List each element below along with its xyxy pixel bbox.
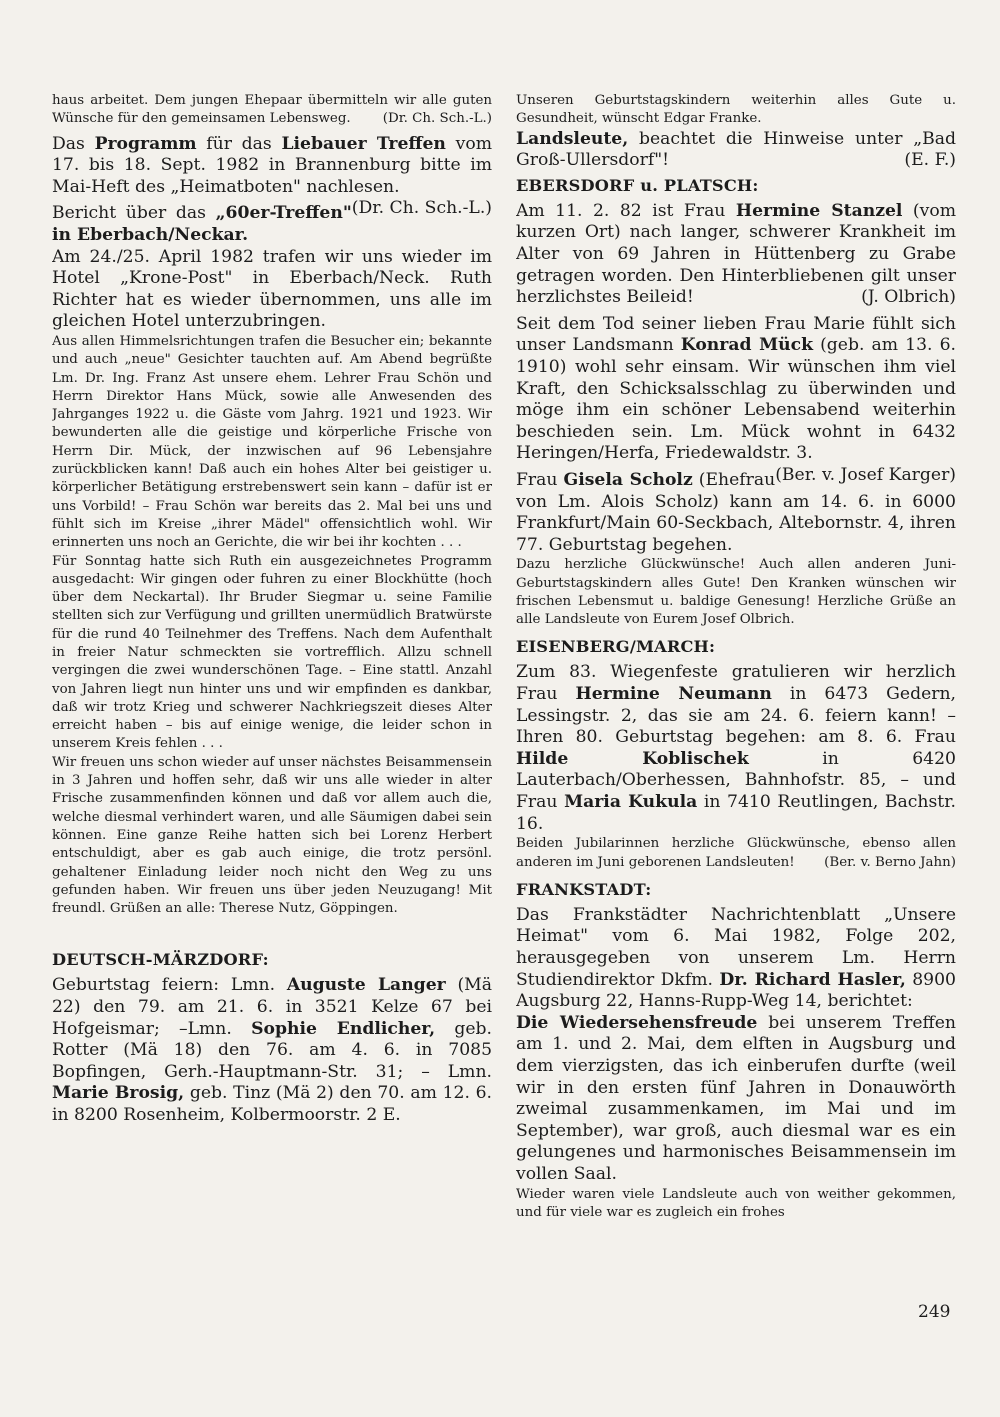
right-paragraph-3 [516, 201, 956, 309]
left-p8-b2: Sophie Endlicher, [251, 1018, 436, 1039]
right-paragraph-7 [516, 662, 956, 835]
left-p2-b2: Liebauer Treffen [281, 133, 446, 154]
left-p8-t4: geb. Tinz (Mä 2) den 70. am 12. 6. in 8200 Rosenheim, Kolbermoorstr. 2 E. [52, 1083, 492, 1125]
right-p4-t1: Seit dem Tod seiner lieben Frau Marie fühlt sich unser Landsmann [516, 313, 956, 356]
right-p10-b1: Die Wiedersehensfreude [516, 1012, 758, 1033]
heading-eisenberg-march: EISENBERG/MARCH: [516, 637, 716, 657]
left-p2-b1: Programm [94, 133, 197, 154]
right-paragraph-6: Dazu herzliche Glückwünsche! Auch allen anderen Juni-Geburtstagskindern alles Gute! Den Kranken wünschen wir frischen Lebensmut u. baldige Genesung! Herzliche Grüße an alle Landsleute von Eurem Josef Olbrich. [516, 557, 956, 628]
right-p3-b1: Hermine Stanzel [735, 200, 903, 221]
right-p7-t3: in 6420 Lauterbach/Oberhessen, Bahnhofstr. 85, – und Frau [516, 748, 956, 813]
right-column [516, 92, 956, 1222]
right-paragraph-2 [516, 129, 956, 172]
left-p3-t1: Bericht über das [52, 203, 216, 224]
right-p2-t1: beachtet die Hinweise unter „Bad Groß-Ullersdorf"! [516, 128, 956, 171]
right-p7-t4: in 7410 Reutlingen, Bachstr. 16. [516, 792, 956, 834]
heading-frankstadt: FRANKSTADT: [516, 879, 652, 899]
right-p2-signature: (E. F.) [904, 150, 956, 171]
right-paragraph-8 [516, 835, 956, 872]
heading-deutsch-maerzdorf: DEUTSCH-MÄRZDORF: [52, 950, 269, 970]
left-p8-b1: Auguste Langer [286, 975, 446, 996]
left-paragraph-1 [52, 92, 492, 129]
left-p8-b3: Marie Brosig, [52, 1083, 185, 1104]
left-p8-t3: geb. Rotter (Mä 18) den 76. am 4. 6. in 7085 Bopfingen, Gerh.-Hauptmann-Str. 31; – Lmn. [52, 1018, 492, 1082]
right-paragraph-1: Unseren Geburtstagskindern weiterhin alles Gute u. Gesundheit, wünscht Edgar Franke. [516, 93, 956, 127]
left-p2-signature: (Dr. Ch. Sch.-L.) [351, 198, 492, 219]
right-p7-b2: Hilde Koblischek [516, 748, 749, 769]
left-column [52, 92, 492, 1127]
right-p5-t2: (Ehefrau von Lm. Alois Scholz) kann am 14. 6. in 6000 Frankfurt/Main 60-Seckbach, Altebornstr. 4, ihren 77. Geburtstag begehen. [516, 469, 956, 555]
page-number: 249 [918, 1302, 951, 1322]
right-p9-t2: 8900 Augsburg 22, Hanns-Rupp-Weg 14, berichtet: [516, 969, 956, 1012]
left-p1-text: haus arbeitet. Dem jungen Ehepaar übermitteln wir alle guten Wünsche für den gemeinsamen Lebensweg. [52, 93, 492, 127]
right-p9-t1: Das Frankstädter Nachrichtenblatt „Unsere Heimat" vom 6. Mai 1982, Folge 202, herausgegeben von unserem Lm. Herrn Studiendirektor Dkfm. [516, 904, 956, 990]
right-p5-t1: Frau [516, 469, 564, 490]
heading-ebersdorf-platsch: EBERSDORF u. PLATSCH: [516, 175, 759, 195]
right-p10-t1: bei unserem Treffen am 1. und 2. Mai, dem elften in Augsburg und dem vierzigsten, das ich einberufen durfte (weil wir in den ersten fünf Jahren in Donauwörth zweimal zusammenkamen, im Mai und im September), war groß, auch diesmal war es ein gelungenes und harmonisches Beisammensein im vollen Saal. [516, 1012, 956, 1184]
right-p8-signature: (Ber. v. Berno Jahn) [824, 854, 956, 870]
left-p2-t1: Das [52, 133, 95, 154]
left-paragraph-7: Wir freuen uns schon wieder auf unser nächstes Beisammensein in 3 Jahren und hoffen sehr, daß wir uns alle wieder in alter Frische zusammenfinden können und daß vor allem auch die, welche diesmal verhindert waren, und alle Säumigen dabei sein können. Eine ganze Reihe hatten sich bei Lorenz Herbert entschuldigt, aber es gab auch einige, die trotz persönl. gehaltener Einladung leider noch nicht den Weg zu uns gefunden haben. Wir freuen uns über jeden Neuzugang! Mit freundl. Grüßen an alle: Therese Nutz, Göppingen. [52, 754, 492, 917]
right-p7-t2: in 6473 Gedern, Lessingstr. 2, das sie am 24. 6. feiern kann! – Ihren 80. Geburtstag begehen: am 8. 6. Frau [516, 684, 956, 748]
left-p8-t2: (Mä 22) den 79. am 21. 6. in 3521 Kelze 67 bei Hofgeismar; –Lmn. [52, 975, 492, 1039]
left-p3-b1: „60er-Treffen" in Eberbach/Neckar. [52, 203, 352, 245]
right-p7-t1: Zum 83. Wiegenfeste gratulieren wir herzlich Frau [516, 662, 956, 705]
right-p4-t2: (geb. am 13. 6. 1910) wohl sehr einsam. Wir wünschen ihm viel Kraft, den Schicksalsschlag zu überwinden und möge ihm ein schöner Lebensabend weiterhin beschieden sein. Lm. Mück wohnt in 6432 Heringen/Herfa, Friedewaldstr. 3. [516, 335, 956, 464]
left-p1-signature: (Dr. Ch. Sch.-L.) [382, 111, 492, 127]
right-p2-b1: Landsleute, [516, 128, 629, 149]
right-p7-b1: Hermine Neumann [575, 684, 772, 705]
right-paragraph-10 [516, 1013, 956, 1186]
left-paragraph-4: Am 24./25. April 1982 trafen wir uns wieder im Hotel „Krone-Post" in Eberbach/Neck. Ruth Richter hat es wieder übernommen, uns alle im gleichen Hotel unterzubringen. [52, 246, 492, 332]
right-p3-t1: Am 11. 2. 82 ist Frau [516, 200, 736, 221]
section-spacer [52, 918, 492, 942]
left-paragraph-5: Aus allen Himmelsrichtungen trafen die Besucher ein; bekannte und auch „neue" Gesichter tauchten auf. Am Abend begrüßte Lm. Dr. Ing. Franz Ast unsere ehem. Lehrer Frau Schön und Herrn Direktor Hans Mück, sowie alle Anwesenden des Jahrganges 1922 u. die Gäste vom Jahrg. 1921 und 1923. Wir bewunderten alle die geistige und körperliche Frische von Herrn Dir. Mück, der inzwischen auf 96 Lebensjahre zurückblicken kann! Daß auch ein hohes Alter bei geistiger u. körperlicher Betätigung erstrebenswert sein kann – dafür ist er uns Vorbild! – Frau Schön war bereits das 2. Mal bei uns und fühlt sich im Kreise „ihrer Mädel" offensichtlich wohl. Wir erinnerten uns noch an Gerichte, die wir bei ihr kochten . . . [52, 333, 492, 551]
right-p4-b1: Konrad Mück [680, 335, 814, 356]
right-paragraph-11: Wieder waren viele Landsleute auch von weither gekommen, und für viele war es zugleich ein frohes [516, 1186, 956, 1220]
left-p2-t3: vom 17. bis 18. Sept. 1982 in Brannenburg bitte im Mai-Heft des „Heimatboten" nachlesen. [52, 133, 492, 197]
right-p5-b1: Gisela Scholz [563, 469, 693, 490]
right-p9-b1: Dr. Richard Hasler, [719, 969, 906, 990]
right-p7-b3: Maria Kukula [564, 792, 698, 813]
right-paragraph-9 [516, 905, 956, 1013]
left-p8-t1: Geburtstag feiern: Lmn. [52, 975, 287, 996]
left-p2-t2: für das [196, 133, 282, 154]
left-paragraph-8 [52, 975, 492, 1126]
right-p3-t2: (vom kurzen Ort) nach langer, schwerer Krankheit im Alter von 69 Jahren in Hüttenberg zu Grabe getragen worden. Den Hinterbliebenen gilt unser herzlichstes Beileid! [516, 200, 956, 308]
left-paragraph-6: Für Sonntag hatte sich Ruth ein ausgezeichnetes Programm ausgedacht: Wir gingen oder fuhren zu einer Blockhütte (hoch über dem Neckartal). Ihr Bruder Siegmar u. seine Familie stellten sich zur Verfügung und grillten unermüdlich Bratwürste für die rund 40 Teilnehmer des Treffens. Nach dem Aufenthalt in freier Natur schmeckten sie vortrefflich. Allzu schnell vergingen die zwei wunderschönen Tage. – Eine stattl. Anzahl von Jahren liegt nun hinter uns und wir empfinden es dankbar, daß wir trotz Krieg und schwerer Nachkriegszeit dieses Alter erreicht haben – bis auf einige wenige, die leider schon in unserem Kreis fehlen . . . [52, 553, 492, 752]
right-p4-signature: (Ber. v. Josef Karger) [775, 464, 956, 485]
right-p3-signature: (J. Olbrich) [861, 287, 956, 308]
right-p8-text: Beiden Jubilarinnen herzliche Glückwünsche, ebenso allen anderen im Juni geborenen Landsleuten! [516, 836, 956, 870]
